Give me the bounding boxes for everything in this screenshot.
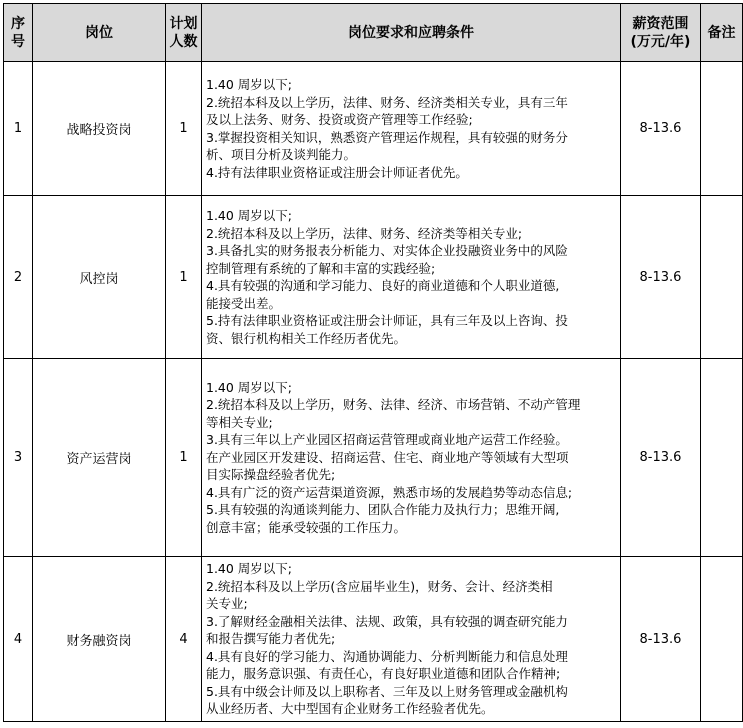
requirement-line: 2.统招本科及以上学历，法律、财务、经济类等相关专业;	[206, 225, 523, 241]
row-salary: 8-13.6	[621, 196, 701, 359]
requirement-line: 1.40 周岁以下;	[206, 379, 293, 395]
requirement-line: 4.具有广泛的资产运营渠道资源，熟悉市场的发展趋势等动态信息;	[206, 484, 573, 500]
row-remark	[701, 359, 743, 557]
row-position: 资产运营岗	[33, 359, 166, 557]
row-requirements	[202, 359, 621, 557]
requirement-line: 2.统招本科及以上学历(含应届毕业生)，财务、会计、经济类相	[206, 578, 553, 594]
row-remark	[701, 557, 743, 722]
row-remark	[701, 196, 743, 359]
requirement-line: 2.统招本科及以上学历，财务、法律、经济、市场营销、不动产管理	[206, 397, 581, 413]
header-count-line2: 人数	[169, 33, 198, 50]
header-count	[166, 4, 202, 62]
header-seq-line2: 号	[11, 33, 25, 50]
row-salary: 8-13.6	[621, 359, 701, 557]
requirement-line: 和报告撰写能力者优先;	[206, 631, 336, 647]
requirement-line: 5.具有中级会计师及以上职称者、三年及以上财务管理或金融机构	[206, 683, 568, 699]
table-row	[4, 359, 743, 557]
row-requirements	[202, 196, 621, 359]
requirement-line: 等相关专业;	[206, 414, 273, 430]
row-seq: 1	[4, 62, 33, 196]
requirement-line: 关专业;	[206, 596, 248, 612]
requirement-line: 资、银行机构相关工作经历者优先。	[206, 330, 407, 346]
requirement-line: 创意丰富；能承受较强的工作压力。	[206, 519, 407, 535]
table-row	[4, 557, 743, 722]
requirement-line: 能力，服务意识强、有责任心，有良好职业道德和团队合作精神;	[206, 666, 561, 682]
requirement-line: 2.统招本科及以上学历，法律、财务、经济类相关专业，具有三年	[206, 94, 568, 110]
row-count: 1	[166, 359, 202, 557]
requirement-line: 4.具有较强的沟通和学习能力、良好的商业道德和个人职业道德,	[206, 278, 560, 293]
header-salary-line2: (万元/年)	[630, 33, 691, 50]
header-position: 岗位	[33, 4, 166, 62]
header-row	[4, 4, 743, 62]
header-salary-line1: 薪资范围	[632, 15, 689, 32]
row-count: 4	[166, 557, 202, 722]
requirement-line: 3.掌握投资相关知识，熟悉资产管理运作规程，具有较强的财务分	[206, 129, 568, 145]
requirement-line: 及以上法务、财务、投资或资产管理等工作经验;	[206, 112, 473, 127]
row-count: 1	[166, 62, 202, 196]
requirement-line: 从业经历者、大中型国有企业财务工作经验者优先。	[206, 701, 494, 717]
row-seq: 3	[4, 359, 33, 557]
table-row	[4, 196, 743, 359]
requirement-line: 3.了解财经金融相关法律、法规、政策，具有较强的调查研究能力	[206, 613, 568, 629]
header-seq-line1: 序	[11, 15, 25, 32]
requirement-line: 3.具有三年以上产业园区招商运营管理或商业地产运营工作经验。	[206, 432, 568, 448]
row-requirements	[202, 557, 621, 722]
row-seq: 2	[4, 196, 33, 359]
requirement-line: 1.40 周岁以下;	[206, 561, 293, 577]
row-seq: 4	[4, 557, 33, 722]
row-count: 1	[166, 196, 202, 359]
header-seq	[4, 4, 33, 62]
row-position: 风控岗	[33, 196, 166, 359]
requirement-line: 目实际操盘经验者优先;	[206, 467, 336, 483]
requirement-line: 5.持有法律职业资格证或注册会计师证，具有三年及以上咨询、投	[206, 313, 568, 328]
requirement-line: 5.具有较强的沟通谈判能力、团队合作能力及执行力；思维开阔,	[206, 502, 560, 518]
requirement-line: 3.具备扎实的财务报表分析能力、对实体企业投融资业务中的风险	[206, 243, 568, 258]
row-requirements	[202, 62, 621, 196]
requirement-line: 1.40 周岁以下;	[206, 208, 293, 223]
header-count-line1: 计划	[169, 15, 198, 32]
requirement-line: 析、项目分析及谈判能力。	[206, 147, 357, 162]
row-position: 战略投资岗	[33, 62, 166, 196]
row-salary: 8-13.6	[621, 62, 701, 196]
row-position: 财务融资岗	[33, 557, 166, 722]
table-row	[4, 62, 743, 196]
requirement-line: 1.40 周岁以下;	[206, 77, 293, 92]
requirement-line: 在产业园区开发建设、招商运营、住宅、商业地产等领域有大型项	[206, 449, 569, 465]
requirement-line: 4.具有良好的学习能力、沟通协调能力、分析判断能力和信息处理	[206, 648, 568, 664]
requirement-line: 能接受出差。	[206, 295, 282, 311]
recruitment-table	[3, 3, 743, 722]
requirement-line: 4.持有法律职业资格证或注册会计师证者优先。	[206, 164, 468, 180]
requirement-line: 控制管理有系统的了解和丰富的实践经验;	[206, 260, 436, 276]
header-salary	[621, 4, 701, 62]
header-remark: 备注	[701, 4, 743, 62]
row-salary: 8-13.6	[621, 557, 701, 722]
header-requirements: 岗位要求和应聘条件	[202, 4, 621, 62]
row-remark	[701, 62, 743, 196]
